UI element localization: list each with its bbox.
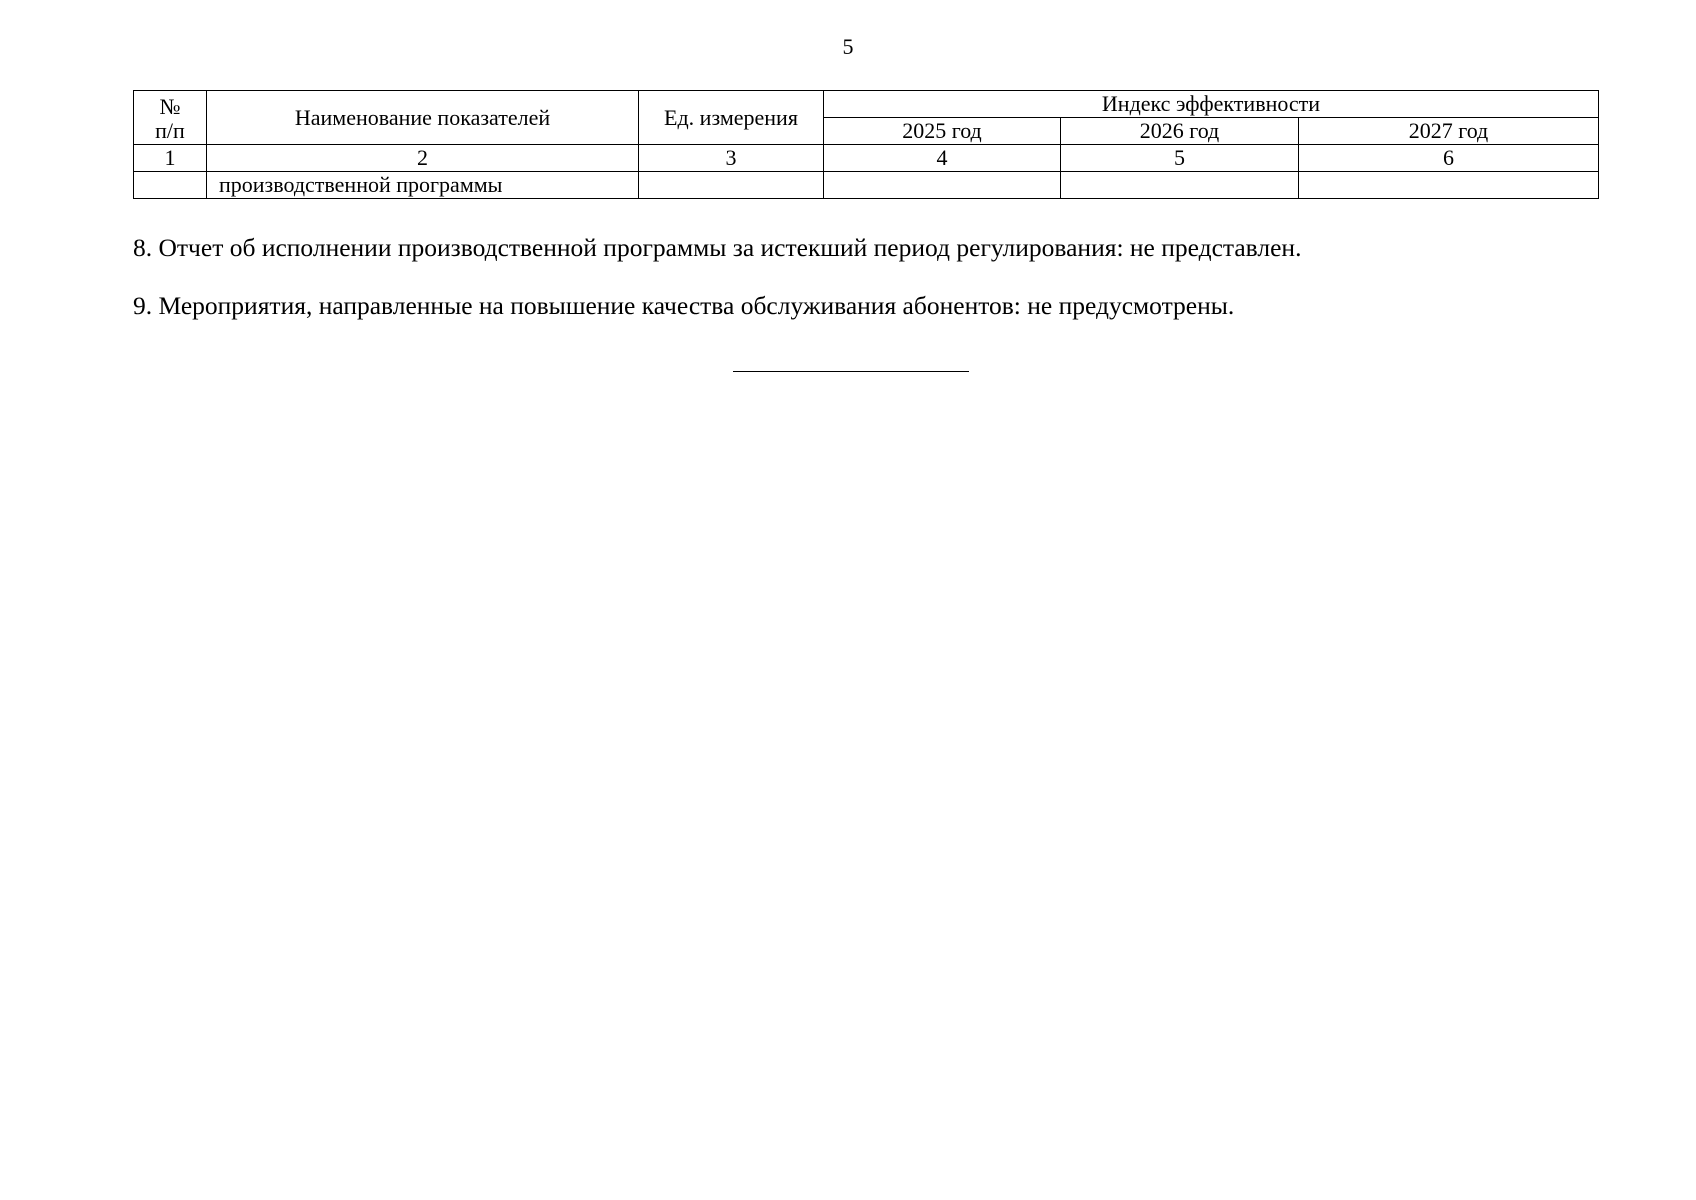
row-num bbox=[134, 172, 207, 199]
end-of-document-rule bbox=[733, 371, 969, 372]
header-index-group: Индекс эффективности bbox=[824, 91, 1599, 118]
header-year-2027: 2027 год bbox=[1299, 118, 1599, 145]
table-row bbox=[134, 172, 1599, 199]
page-number: 5 bbox=[842, 34, 854, 59]
header-year-2026: 2026 год bbox=[1061, 118, 1299, 145]
header-num bbox=[134, 91, 207, 145]
column-number: 5 bbox=[1061, 145, 1299, 172]
column-numbers-row bbox=[134, 145, 1599, 172]
header-name: Наименование показателей bbox=[207, 91, 639, 145]
row-value-2026 bbox=[1061, 172, 1299, 199]
header-unit: Ед. измерения bbox=[639, 91, 824, 145]
paragraph-report: 8. Отчет об исполнении производственной программы за истекший период регулирования: не представлен. bbox=[133, 233, 1302, 262]
indicators-table bbox=[133, 90, 1599, 199]
row-unit bbox=[639, 172, 824, 199]
column-number: 4 bbox=[824, 145, 1061, 172]
column-number: 6 bbox=[1299, 145, 1599, 172]
row-value-2027 bbox=[1299, 172, 1599, 199]
header-num-symbol: № bbox=[159, 93, 181, 119]
paragraph-measures: 9. Мероприятия, направленные на повышение качества обслуживания абонентов: не предусмотрены. bbox=[133, 291, 1235, 320]
table-header-row bbox=[134, 91, 1599, 118]
header-year-2025: 2025 год bbox=[824, 118, 1061, 145]
column-number: 2 bbox=[207, 145, 639, 172]
header-num-sub: п/п bbox=[155, 117, 185, 143]
row-value-2025 bbox=[824, 172, 1061, 199]
column-number: 1 bbox=[134, 145, 207, 172]
column-number: 3 bbox=[639, 145, 824, 172]
row-name: производственной программы bbox=[207, 172, 639, 199]
